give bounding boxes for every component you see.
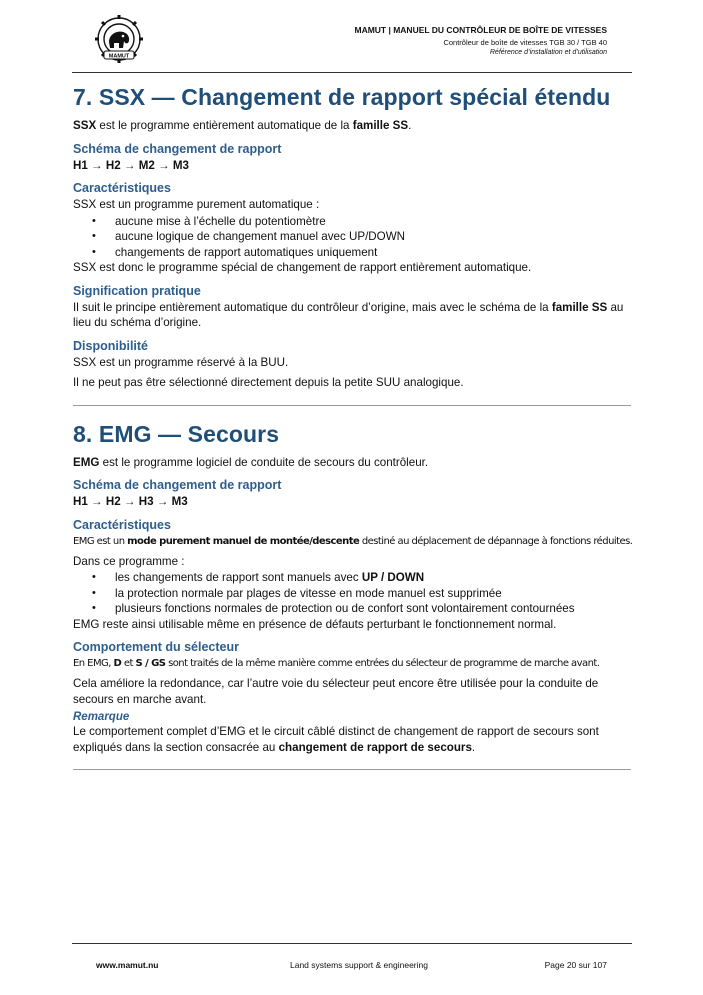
- emg-scheme: H1 → H2 → H3 → M3: [73, 495, 188, 508]
- emg-sel-1d: S / GS: [135, 658, 166, 669]
- ssx-intro-text: est le programme entièrement automatique de la: [96, 119, 353, 132]
- emg-name: EMG: [73, 455, 100, 469]
- ssx-dispo-1: SSX est un programme réservé à la BUU.: [73, 355, 289, 369]
- ssx-sig-text-2: au lieu du schéma d’origine.: [73, 300, 624, 329]
- emg-char-1b: mode purement manuel de montée/descente: [127, 535, 360, 547]
- ssx-name: SSX: [73, 119, 97, 132]
- list-item: • aucune logique de changement manuel avec UP/DOWN: [73, 229, 633, 245]
- ssx-family: famille SS: [352, 119, 409, 132]
- ssx-sig-bold: famille SS: [551, 300, 608, 314]
- section-divider: [73, 405, 631, 406]
- header-title: MAMUT | MANUEL DU CONTRÔLEUR DE BOÎTE DE VITESSES: [354, 25, 607, 35]
- emg-intro: [73, 455, 633, 471]
- emg-remark-1: Le comportement complet d’EMG et le circuit câblé distinct de changement de rapport de secours sont expliqués dans la section consacrée au: [73, 725, 599, 754]
- list-item: • plusieurs fonctions normales de protection ou de confort sont volontairement contournées: [73, 601, 633, 617]
- list-item: • aucune mise à l’échelle du potentiomètre: [73, 214, 633, 230]
- ssx-char-intro: SSX est un programme purement automatique :: [73, 198, 320, 211]
- emg-sel-1: [73, 656, 633, 671]
- emg-char-1: [73, 534, 633, 549]
- emg-char-heading: Caractéristiques: [73, 517, 171, 532]
- header-rule: [72, 72, 632, 73]
- section-7-title: 7. SSX — Changement de rapport spécial étendu: [73, 84, 611, 110]
- emg-remark-2: .: [471, 740, 476, 754]
- emg-remark-text: [73, 724, 633, 755]
- emg-sel-1a: En EMG,: [73, 658, 114, 669]
- emg-char-2: Dans ce programme :: [73, 554, 185, 568]
- footer-rule: [72, 943, 632, 944]
- emg-char-outro: EMG reste ainsi utilisable même en présence de défauts perturbant le fonctionnement normal.: [73, 617, 557, 631]
- ssx-sig-heading: Signification pratique: [73, 283, 201, 298]
- emg-bullet-1a: les changements de rapport sont manuels avec: [115, 571, 362, 584]
- ssx-scheme: H1 → H2 → M2 → M3: [73, 158, 189, 172]
- footer-page-number: Page 20 sur 107: [544, 960, 607, 970]
- emg-scheme-heading: Schéma de changement de rapport: [73, 478, 282, 492]
- ssx-char-list: [73, 214, 633, 261]
- emg-sel-1b: D: [113, 658, 122, 669]
- emg-sel-heading: Comportement du sélecteur: [73, 640, 240, 654]
- footer-tagline: Land systems support & engineering: [290, 960, 428, 970]
- emg-intro-text: est le programme logiciel de conduite de secours du contrôleur.: [99, 455, 429, 469]
- list-item: [73, 570, 633, 586]
- footer-website[interactable]: www.mamut.nu: [96, 960, 159, 970]
- ssx-scheme-heading: Schéma de changement de rapport: [73, 141, 282, 156]
- emg-remark-heading: Remarque: [73, 711, 130, 723]
- header-subtitle: Contrôleur de boîte de vitesses TGB 30 / TGB 40: [443, 38, 607, 47]
- ssx-char-heading: Caractéristiques: [73, 181, 171, 195]
- emg-char-1c: destiné au déplacement de dépannage à fonctions réduites.: [359, 535, 633, 547]
- ssx-intro: [73, 118, 633, 134]
- logo-text: MAMUT: [108, 53, 130, 60]
- ssx-dispo-2: Il ne peut pas être sélectionné directement depuis la petite SUU analogique.: [73, 376, 464, 389]
- emg-sel-1e: sont traités de la même manière comme entrées du sélecteur de programme de marche avant.: [165, 658, 600, 669]
- header-reference: Référence d’installation et d’utilisation: [489, 49, 607, 56]
- emg-char-1a: EMG est un: [73, 535, 128, 547]
- section-8-title: 8. EMG — Secours: [73, 420, 280, 447]
- list-item: • la protection normale par plages de vitesse en mode manuel est supprimée: [73, 586, 633, 602]
- emg-bullet-1b: UP / DOWN: [361, 571, 425, 584]
- ssx-sig-text: [73, 300, 633, 331]
- ssx-char-outro: SSX est donc le programme spécial de changement de rapport entièrement automatique.: [73, 261, 532, 274]
- ssx-sig-text-1: Il suit le principe entièrement automatique du contrôleur d’origine, mais avec le schéma de la: [73, 300, 552, 314]
- mamut-logo: [94, 14, 144, 66]
- emg-char-list: [73, 570, 633, 617]
- emg-sel-2: Cela améliore la redondance, car l’autre voie du sélecteur peut encore être utilisée pour la conduite de secours en marche avant.: [73, 677, 599, 706]
- page-content: [73, 82, 633, 783]
- emg-sel-1c: et: [121, 658, 136, 669]
- list-item: • changements de rapport automatiques uniquement: [73, 245, 633, 261]
- ssx-dispo-heading: Disponibilité: [73, 338, 148, 353]
- ssx-intro-end: .: [408, 119, 412, 132]
- emg-remark-bold: changement de rapport de secours: [278, 740, 472, 754]
- section-divider: [73, 769, 631, 770]
